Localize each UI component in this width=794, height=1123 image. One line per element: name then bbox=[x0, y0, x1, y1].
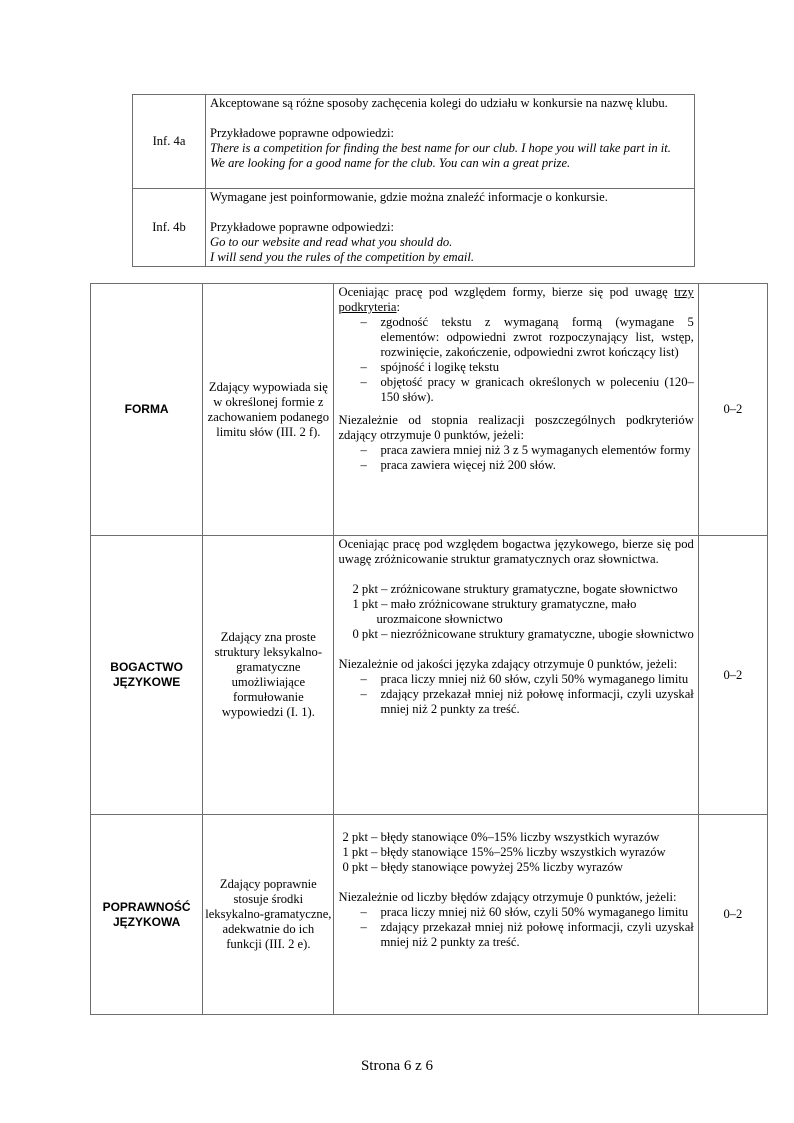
criterion-details bbox=[334, 536, 698, 815]
table-row bbox=[91, 536, 768, 815]
list-item: – praca liczy mniej niż 60 słów, czyli 50% wymaganego limitu bbox=[360, 905, 693, 920]
zero-points-list bbox=[338, 905, 693, 950]
list-item: – zdający przekazał mniej niż połowę informacji, czyli uzyskał mniej niż 2 punkty za treść. bbox=[360, 687, 693, 717]
row-label: Inf. 4a bbox=[133, 95, 206, 189]
examples-header: Przykładowe poprawne odpowiedzi: bbox=[210, 126, 394, 140]
zero-points-list bbox=[338, 443, 693, 473]
criterion-intro: Oceniając pracę pod względem formy, bierze się pod uwagę trzy podkryteria: bbox=[338, 285, 694, 314]
list-item: – praca zawiera więcej niż 200 słów. bbox=[360, 458, 693, 473]
criterion-name: POPRAWNOŚĆ JĘZYKOWA bbox=[91, 815, 203, 1015]
table-row bbox=[133, 95, 695, 189]
criterion-details bbox=[334, 284, 698, 536]
criterion-name: FORMA bbox=[91, 284, 203, 536]
points-range: 0–2 bbox=[698, 284, 767, 536]
requirement-text: Wymagane jest poinformowanie, gdzie można znaleźć informacje o konkursie. bbox=[210, 190, 608, 204]
zero-points-list bbox=[338, 672, 693, 717]
scale-item: 2 pkt – zróżnicowane struktury gramatyczne, bogate słownictwo bbox=[352, 582, 678, 596]
list-item: – objętość pracy w granicach określonych w poleceniu (120–150 słów). bbox=[360, 375, 693, 405]
row-content bbox=[206, 189, 695, 267]
example-answer: Go to our website and read what you should do. bbox=[210, 235, 453, 249]
list-item: – praca liczy mniej niż 60 słów, czyli 50% wymaganego limitu bbox=[360, 672, 693, 687]
table-row bbox=[91, 284, 768, 536]
scale-item: 0 pkt – niezróżnicowane struktury gramatyczne, ubogie słownictwo bbox=[352, 627, 694, 641]
scale-item: 2 pkt – błędy stanowiące 0%–15% liczby wszystkich wyrazów bbox=[342, 830, 660, 844]
example-answer: There is a competition for finding the best name for our club. I hope you will take part in it. bbox=[210, 141, 671, 155]
zero-points-intro: Niezależnie od jakości języka zdający otrzymuje 0 punktów, jeżeli: bbox=[338, 657, 678, 671]
information-table bbox=[132, 94, 695, 267]
criterion-description: Zdający zna proste struktury leksykalno-gramatyczne umożliwiające formułowanie wypowiedzi (I. 1). bbox=[203, 536, 334, 815]
list-item: – zgodność tekstu z wymaganą formą (wymagane 5 elementów: odpowiedni zwrot rozpoczynający list, wstęp, rozwinięcie, zakończenie, odpowiedni zwrot kończący list) bbox=[360, 315, 693, 360]
row-content bbox=[206, 95, 695, 189]
criterion-details bbox=[334, 815, 698, 1015]
points-range: 0–2 bbox=[698, 536, 767, 815]
list-item: – spójność i logikę tekstu bbox=[360, 360, 693, 375]
criterion-name: BOGACTWO JĘZYKOWE bbox=[91, 536, 203, 815]
list-item: – praca zawiera mniej niż 3 z 5 wymaganych elementów formy bbox=[360, 443, 693, 458]
requirement-text: Akceptowane są różne sposoby zachęcenia kolegi do udziału w konkursie na nazwę klubu. bbox=[210, 96, 668, 110]
subcriteria-list bbox=[338, 315, 693, 405]
table-row bbox=[133, 189, 695, 267]
example-answer: I will send you the rules of the competition by email. bbox=[210, 250, 475, 264]
example-answer: We are looking for a good name for the club. You can win a great prize. bbox=[210, 156, 571, 170]
page-number: Strona 6 z 6 bbox=[360, 1058, 434, 1074]
zero-points-intro: Niezależnie od liczby błędów zdający otrzymuje 0 punktów, jeżeli: bbox=[338, 890, 677, 904]
points-range: 0–2 bbox=[698, 815, 767, 1015]
scale-item: 0 pkt – błędy stanowiące powyżej 25% liczby wyrazów bbox=[342, 860, 623, 874]
list-item: – zdający przekazał mniej niż połowę informacji, czyli uzyskał mniej niż 2 punkty za treść. bbox=[360, 920, 693, 950]
scale-item: 1 pkt – błędy stanowiące 15%–25% liczby wszystkich wyrazów bbox=[342, 845, 666, 859]
examples-header: Przykładowe poprawne odpowiedzi: bbox=[210, 220, 394, 234]
criteria-table bbox=[90, 283, 768, 1015]
criterion-description: Zdający wypowiada się w określonej formie z zachowaniem podanego limitu słów (III. 2 f). bbox=[203, 284, 334, 536]
table-row bbox=[91, 815, 768, 1015]
row-label: Inf. 4b bbox=[133, 189, 206, 267]
subcriteria-link-text: trzy podkryteria bbox=[338, 285, 694, 314]
scale-item: 1 pkt – mało zróżnicowane struktury gramatyczne, mało urozmaicone słownictwo bbox=[352, 597, 637, 626]
criterion-description: Zdający poprawnie stosuje środki leksykalno-gramatyczne, adekwatnie do ich funkcji (III. 2 e). bbox=[203, 815, 334, 1015]
criterion-intro: Oceniając pracę pod względem bogactwa językowego, bierze się pod uwagę zróżnicowanie struktur gramatycznych oraz słownictwa. bbox=[338, 537, 694, 566]
zero-points-intro: Niezależnie od stopnia realizacji poszczególnych podkryteriów zdający otrzymuje 0 punktów, jeżeli: bbox=[338, 413, 694, 442]
